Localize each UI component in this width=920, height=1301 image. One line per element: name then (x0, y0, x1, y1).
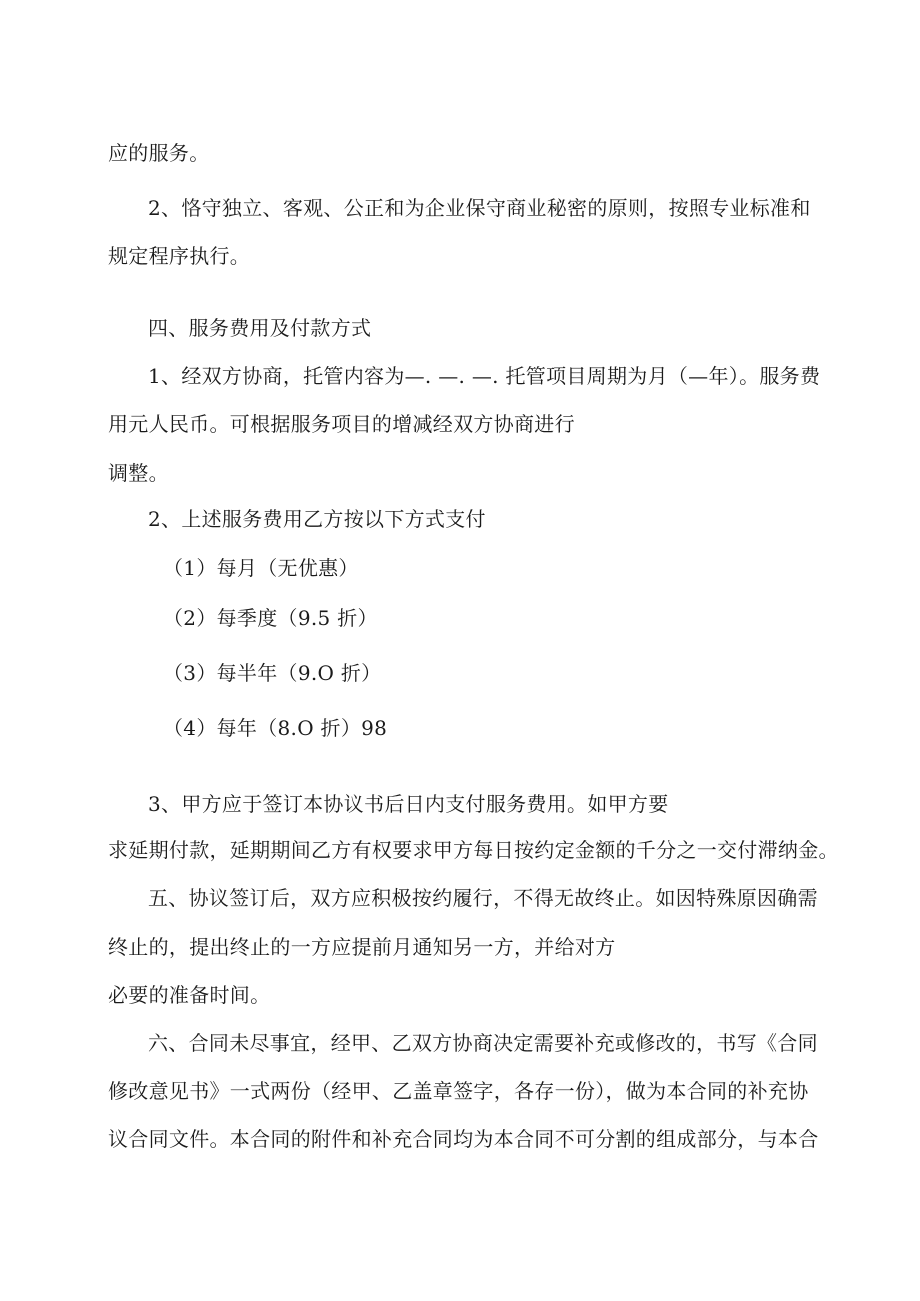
payment-option: （3）每半年（9.O 折） (163, 661, 382, 685)
text-line: 2、上述服务费用乙方按以下方式支付 (148, 507, 486, 531)
text-line: 应的服务。 (108, 141, 210, 165)
payment-option: （2）每季度（9.5 折） (163, 606, 378, 630)
text-line: 1、经双方协商，托管内容为—. —. —. 托管项目周期为月（—年）。服务费 (148, 364, 821, 388)
section-heading: 四、服务费用及付款方式 (148, 316, 372, 340)
text-line: 用元人民币。可根据服务项目的增减经双方协商进行 (108, 412, 575, 436)
text-line: 必要的准备时间。 (108, 983, 271, 1007)
text-line: 3、甲方应于签订本协议书后日内支付服务费用。如甲方要 (148, 792, 669, 816)
text-line: 2、恪守独立、客观、公正和为企业保守商业秘密的原则，按照专业标准和 (148, 196, 811, 220)
payment-option: （1）每月（无优惠） (163, 556, 359, 580)
text-line: 修改意见书》一式两份（经甲、乙盖章签字，各存一份），做为本合同的补充协 (108, 1079, 809, 1103)
section-heading: 五、协议签订后，双方应积极按约履行，不得无故终止。如因特殊原因确需 (148, 886, 818, 910)
text-line: 调整。 (108, 461, 169, 485)
payment-option: （4）每年（8.O 折）98 (163, 716, 388, 740)
text-line: 议合同文件。本合同的附件和补充合同均为本合同不可分割的组成部分，与本合 (108, 1127, 819, 1151)
text-line: 终止的，提出终止的一方应提前月通知另一方，并给对方 (108, 935, 616, 959)
section-heading: 六、合同未尽事宜，经甲、乙双方协商决定需要补充或修改的，书写《合同 (148, 1031, 818, 1055)
text-line: 规定程序执行。 (108, 244, 251, 268)
text-line: 求延期付款，延期期间乙方有权要求甲方每日按约定金额的千分之一交付滞纳金。 (108, 838, 839, 862)
